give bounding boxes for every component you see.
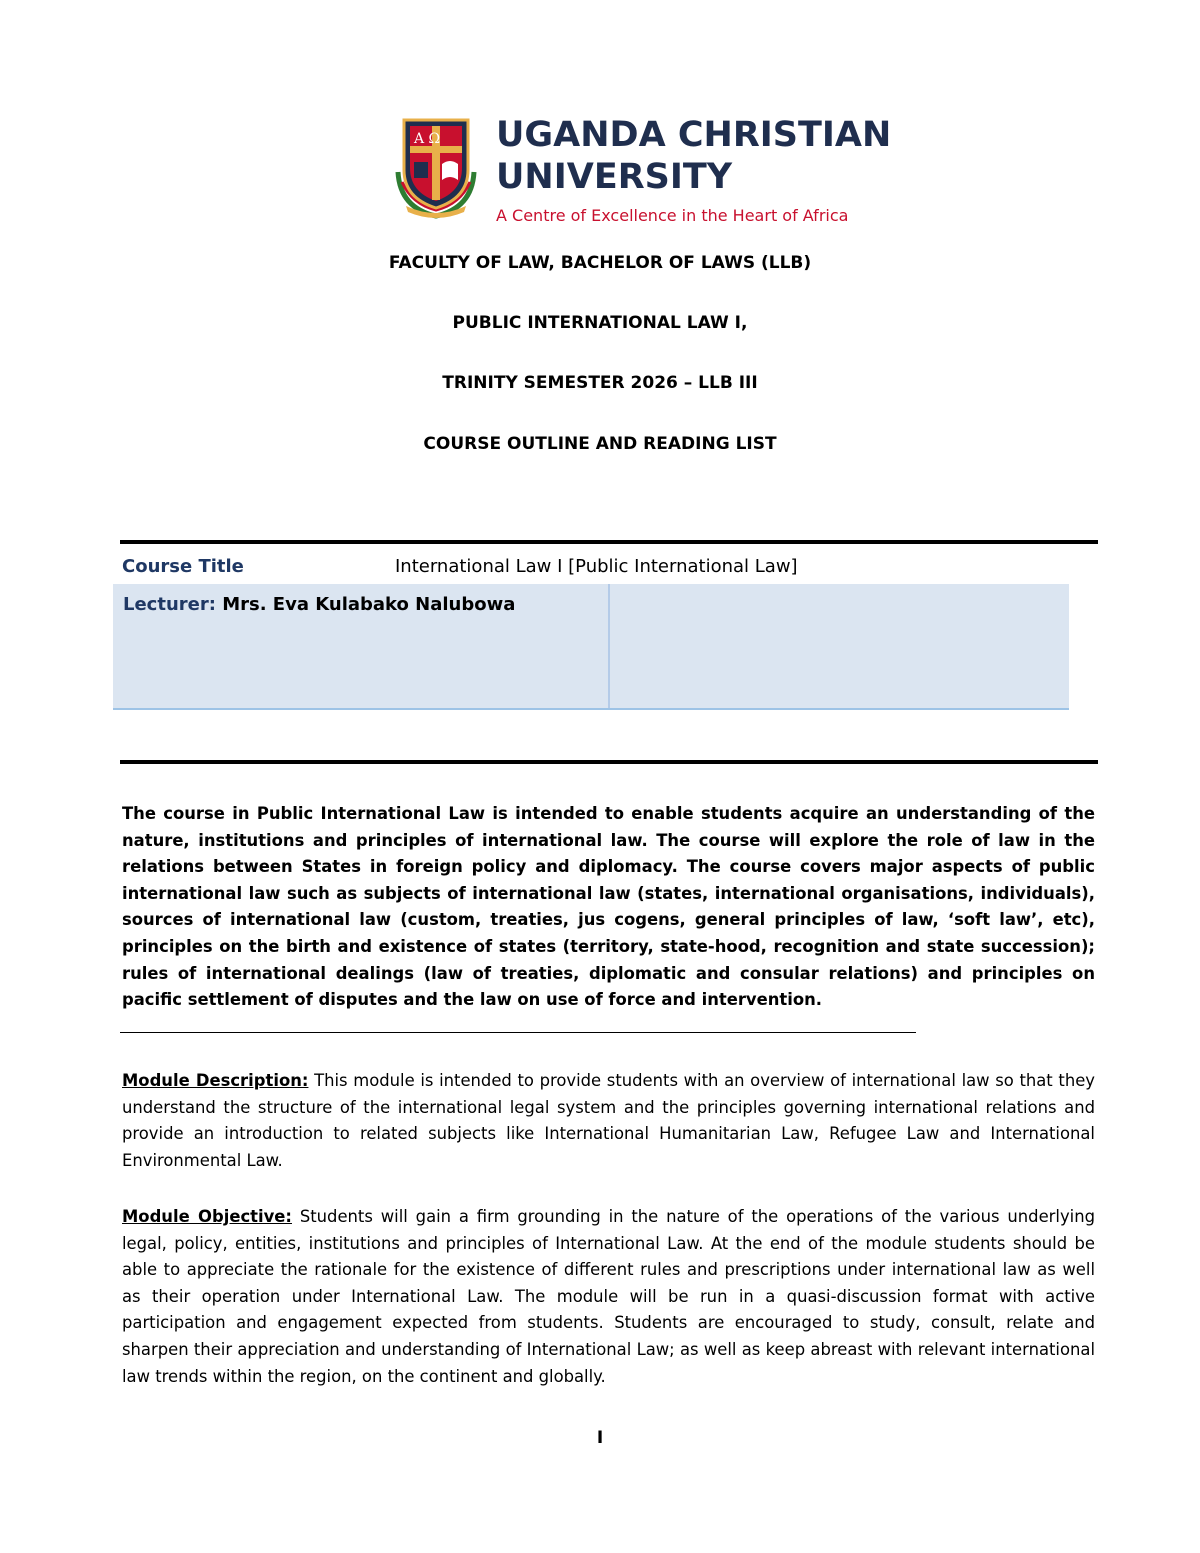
lecturer-name: Mrs. Eva Kulabako Nalubowa (215, 594, 516, 615)
course-intro-paragraph: The course in Public International Law is intended to enable students acquire an understanding of the nature, institutions and principles of international law. The course will explore the role of law in the relations between States in foreign policy and diplomacy. The course covers major aspects of public international law such as subjects of international law (states, international organisations, individuals), sources of international law (custom, treaties, jus cogens, general principles of law, ‘soft law’, etc), principles on the birth and existence of states (territory, state-hood, recognition and state succession); rules of international dealings (law of treaties, diplomatic and consular relations) and principles on pacific settlement of disputes and the law on use of force and intervention. (122, 804, 1095, 1010)
module-objective-label: Module Objective: (122, 1207, 292, 1226)
course-title-label: Course Title (122, 556, 244, 577)
table-top-rule (120, 540, 1098, 544)
crest-alpha-omega: A Ω (414, 131, 441, 147)
module-objective-text: Students will gain a firm grounding in the nature of the operations of the various underlying legal, policy, entities, institutions and principles of International Law. At the end of the module students should be able to appreciate the rationale for the existence of different rules and prescriptions under international law as well as their operation under International Law. The module will be run in a quasi-discussion format with active participation and engagement expected from students. Students are encouraged to study, consult, relate and sharpen their appreciation and understanding of International Law; as well as keep abreast with relevant international law trends within the region, on the continent and globally. (122, 1207, 1095, 1386)
outline-heading: COURSE OUTLINE AND READING LIST (423, 434, 777, 454)
university-crest-icon (392, 112, 480, 220)
lecturer-line (123, 594, 515, 615)
logo-line2: UNIVERSITY (496, 157, 733, 197)
logo-wordmark (496, 114, 891, 225)
university-logo (392, 112, 892, 225)
logo-tagline: A Centre of Excellence in the Heart of Africa (496, 206, 849, 225)
lecturer-cell (113, 584, 610, 708)
section-divider (120, 1032, 916, 1033)
course-heading: PUBLIC INTERNATIONAL LAW I, (452, 313, 748, 333)
lecturer-label: Lecturer: (123, 594, 216, 615)
module-objective-paragraph (122, 1204, 1095, 1390)
module-description-label: Module Description: (122, 1071, 309, 1090)
logo-line1: UGANDA CHRISTIAN (496, 115, 892, 155)
page-number: I (596, 1428, 604, 1448)
table-bottom-rule (120, 760, 1098, 764)
faculty-heading: FACULTY OF LAW, BACHELOR OF LAWS (LLB) (388, 253, 812, 273)
lecturer-row (113, 584, 1069, 710)
course-title-value: International Law I [Public International Law] (395, 556, 798, 577)
semester-heading: TRINITY SEMESTER 2026 – LLB III (442, 373, 758, 393)
module-description-text: This module is intended to provide students with an overview of international law so that they understand the structure of the international legal system and the principles governing international relations and provide an introduction to related subjects like International Humanitarian Law, Refugee Law and International Environmental Law. (122, 1071, 1095, 1170)
module-description-paragraph (122, 1068, 1095, 1174)
